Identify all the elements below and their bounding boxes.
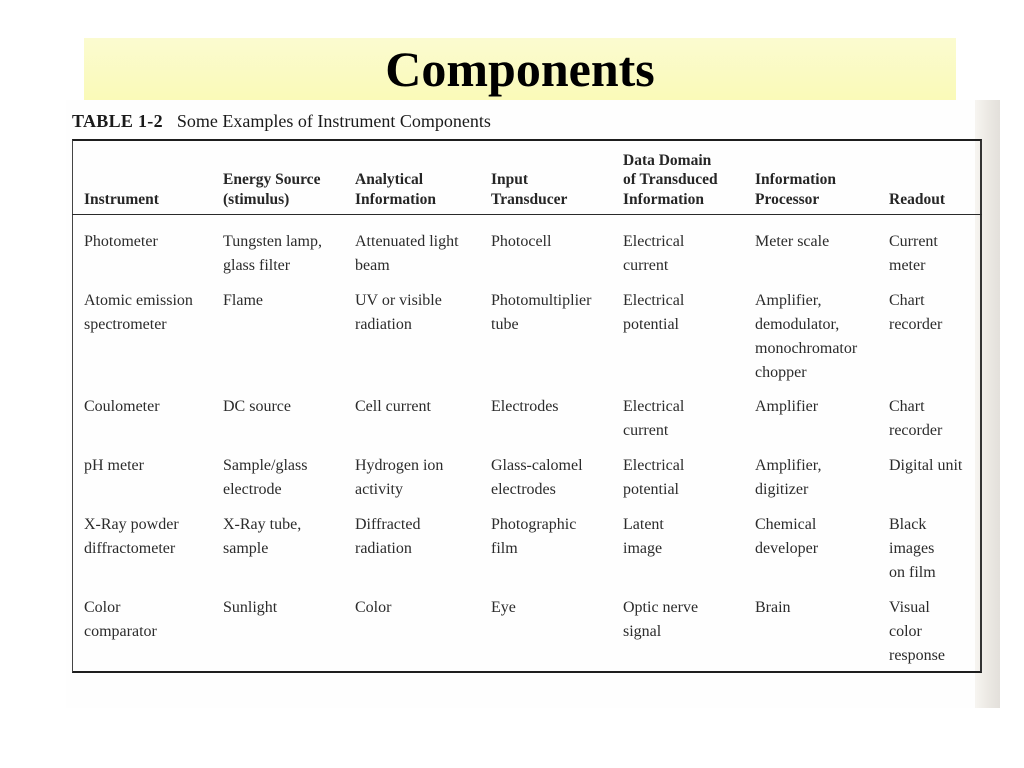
cell-line: Photometer [84, 233, 158, 250]
cell-line: digitizer [755, 481, 809, 498]
cell-line: X-Ray tube, [223, 516, 302, 533]
cell-line: Amplifier, [755, 457, 822, 474]
cell-line: Attenuated light [355, 233, 459, 250]
header-line: Instrument [84, 190, 159, 208]
cell-line: Electrical [623, 292, 685, 309]
cell-energy-source [223, 395, 291, 419]
header-rule [72, 214, 982, 215]
cell-line: X-Ray powder [84, 516, 179, 533]
slide-title: Components [385, 41, 655, 97]
cell-line: Atomic emission [84, 292, 193, 309]
cell-analytical-information [355, 289, 442, 337]
header-line: Data Domain [623, 151, 712, 169]
cell-line: Amplifier, [755, 292, 822, 309]
header-line: Readout [889, 190, 945, 208]
cell-data-domain [623, 230, 684, 278]
cell-line: sample [223, 540, 269, 557]
header-line: Information [755, 171, 836, 188]
cell-line: current [623, 422, 669, 439]
cell-readout [889, 513, 936, 585]
cell-line: Visual [889, 599, 930, 616]
cell-line: image [623, 540, 663, 557]
cell-line: Color [355, 599, 392, 616]
cell-line: Digital unit [889, 457, 963, 474]
cell-line: demodulator, [755, 316, 840, 333]
cell-line: Photographic [491, 516, 577, 533]
cell-line: Latent [623, 516, 664, 533]
cell-information-processor [755, 513, 818, 561]
cell-line: Cell current [355, 398, 431, 415]
cell-energy-source [223, 230, 322, 278]
cell-line: monochromator [755, 340, 858, 357]
header-line: Input [491, 171, 529, 188]
cell-instrument [84, 454, 144, 478]
cell-data-domain [623, 513, 664, 561]
cell-line: tube [491, 316, 519, 333]
cell-instrument [84, 596, 157, 644]
cell-line: signal [623, 623, 662, 640]
header-input-transducer [491, 170, 567, 209]
cell-instrument [84, 230, 158, 254]
cell-input-transducer [491, 230, 551, 254]
cell-line: pH meter [84, 457, 144, 474]
header-energy-source [223, 170, 320, 209]
header-line: Information [355, 190, 436, 208]
header-data-domain [623, 151, 718, 210]
cell-line: Meter scale [755, 233, 830, 250]
cell-line: activity [355, 481, 403, 498]
cell-information-processor [755, 596, 791, 620]
cell-line: chopper [755, 364, 807, 381]
cell-information-processor [755, 454, 821, 502]
cell-analytical-information [355, 395, 431, 419]
cell-information-processor [755, 230, 829, 254]
cell-line: Flame [223, 292, 263, 309]
cell-line: Chemical [755, 516, 817, 533]
header-analytical-information [355, 170, 436, 209]
cell-input-transducer [491, 596, 516, 620]
cell-line: film [491, 540, 518, 557]
cell-line: UV or visible [355, 292, 442, 309]
header-line: Transducer [491, 190, 568, 208]
header-line: (stimulus) [223, 190, 290, 208]
cell-line: Tungsten lamp, [223, 233, 322, 250]
cell-line: Color [84, 599, 121, 616]
cell-data-domain [623, 454, 684, 502]
cell-line: developer [755, 540, 819, 557]
cell-line: recorder [889, 316, 943, 333]
cell-line: electrode [223, 481, 282, 498]
cell-line: color [889, 623, 922, 640]
cell-line: Electrical [623, 457, 685, 474]
cell-readout [889, 289, 942, 337]
cell-analytical-information [355, 513, 420, 561]
header-line: of Transduced [623, 171, 718, 188]
cell-line: electrodes [491, 481, 556, 498]
cell-data-domain [623, 289, 684, 337]
cell-analytical-information [355, 230, 459, 278]
cell-line: current [623, 257, 669, 274]
cell-line: DC source [223, 398, 291, 415]
cell-line: diffractometer [84, 540, 176, 557]
header-line: Information [623, 190, 704, 208]
cell-data-domain [623, 395, 684, 443]
header-information-processor [755, 170, 836, 209]
cell-line: beam [355, 257, 390, 274]
header-line: Processor [755, 190, 820, 208]
cell-energy-source [223, 513, 301, 561]
cell-analytical-information [355, 454, 443, 502]
cell-line: Sample/glass [223, 457, 308, 474]
cell-line: on film [889, 564, 936, 581]
header-readout [889, 190, 945, 210]
cell-line: Electrical [623, 398, 685, 415]
cell-line: potential [623, 481, 679, 498]
cell-energy-source [223, 596, 277, 620]
cell-readout [889, 395, 942, 443]
cell-line: Hydrogen ion [355, 457, 444, 474]
table-caption-text: Some Examples of Instrument Components [176, 111, 491, 131]
cell-information-processor [755, 395, 818, 419]
cell-line: Chart [889, 292, 925, 309]
cell-line: Optic nerve [623, 599, 699, 616]
cell-line: Coulometer [84, 398, 160, 415]
cell-line: Sunlight [223, 599, 278, 616]
cell-line: comparator [84, 623, 157, 640]
cell-readout [889, 230, 938, 278]
cell-line: Brain [755, 599, 791, 616]
cell-line: Electrodes [491, 398, 559, 415]
header-line: Analytical [355, 171, 424, 188]
cell-information-processor [755, 289, 857, 385]
cell-line: Current [889, 233, 938, 250]
cell-line: Black [889, 516, 927, 533]
cell-line: Amplifier [755, 398, 819, 415]
cell-instrument [84, 289, 193, 337]
cell-line: images [889, 540, 935, 557]
cell-line: Chart [889, 398, 925, 415]
cell-data-domain [623, 596, 698, 644]
cell-line: Photocell [491, 233, 552, 250]
cell-line: Photomultiplier [491, 292, 592, 309]
cell-input-transducer [491, 454, 583, 502]
header-instrument [84, 190, 159, 210]
cell-readout [889, 596, 945, 668]
cell-input-transducer [491, 395, 559, 419]
cell-energy-source [223, 454, 307, 502]
cell-input-transducer [491, 289, 591, 337]
cell-line: spectrometer [84, 316, 167, 333]
cell-line: radiation [355, 316, 412, 333]
cell-line: response [889, 647, 945, 664]
cell-line: Diffracted [355, 516, 421, 533]
table-caption [72, 111, 491, 132]
cell-line: Eye [491, 599, 516, 616]
cell-input-transducer [491, 513, 576, 561]
cell-line: Electrical [623, 233, 685, 250]
cell-instrument [84, 395, 160, 419]
table-number: TABLE 1-2 [72, 111, 163, 131]
header-line: Energy Source [223, 171, 321, 188]
cell-analytical-information [355, 596, 391, 620]
cell-energy-source [223, 289, 263, 313]
cell-readout [889, 454, 962, 478]
cell-line: potential [623, 316, 679, 333]
cell-line: meter [889, 257, 926, 274]
cell-line: radiation [355, 540, 412, 557]
cell-line: Glass-calomel [491, 457, 583, 474]
cell-line: recorder [889, 422, 943, 439]
cell-instrument [84, 513, 179, 561]
cell-line: glass filter [223, 257, 291, 274]
